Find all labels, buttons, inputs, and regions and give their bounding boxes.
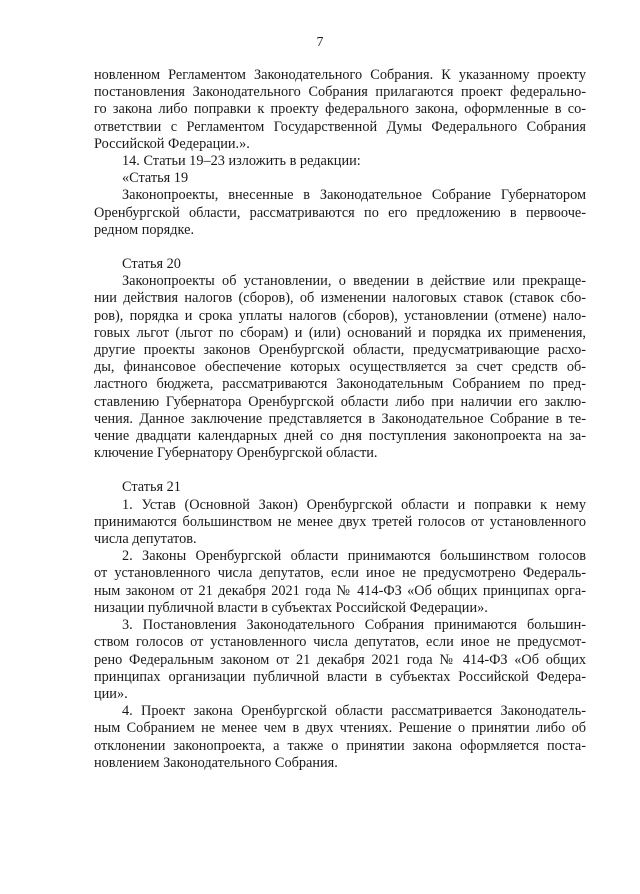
paragraph [94,479,586,496]
text-line: другие проекты законов Оренбургской области, предусматривающие расхо- [94,342,586,359]
text-line: ставлению Губернатора Оренбургской области либо при наличии его заклю- [94,393,586,410]
text-line: новленном Регламентом Законодательного Собрания. К указанному проекту [94,67,586,83]
text-line: рено Федеральным законом от 21 декабря 2021 года № 414-ФЗ «Об общих [94,651,586,668]
paragraph [94,548,586,617]
text-line: ответствии с Регламентом Государственной Думы Федерального Собрания [94,118,586,135]
paragraph [94,703,586,772]
paragraph [94,497,586,549]
paragraph [94,67,586,153]
text-line: го закона либо поправки к проекту федерального закона, оформленные в со- [94,101,586,118]
text-line: ров), порядка и срока уплаты налогов (сборов), установлении (отмене) нало- [94,307,586,324]
text-line: ключение Губернатору Оренбургской области. [94,445,378,462]
text-line: чение двадцати календарных дней со дня поступления законопроекта на за- [94,428,586,445]
paragraph-gap [94,462,586,479]
document-body [94,67,586,772]
paragraph [94,273,586,462]
text-line: Статья 20 [122,256,181,273]
text-line: Законопроекты об установлении, о введении в действие или прекраще- [122,273,586,290]
text-line: низации публичной власти в субъектах Российской Федерации». [94,599,488,616]
text-line: 3. Постановления Законодательного Собрания принимаются большин- [122,617,586,634]
text-line: 1. Устав (Основной Закон) Оренбургской области и поправки к нему [122,496,586,513]
text-line: Законопроекты, внесенные в Законодательное Собрание Губернатором [122,187,586,204]
text-line: ным законом от 21 декабря 2021 года № 414-ФЗ «Об общих принципах орга- [94,582,586,599]
text-line: 4. Проект закона Оренбургской области рассматривается Законодатель- [122,703,586,720]
text-line: говых льгот (льгот по сборам) и (или) оснований и порядка их применения, [94,324,586,341]
text-line: ством голосов от установленного числа депутатов, если иное не предусмот- [94,634,586,651]
text-line: числа депутатов. [94,531,197,548]
text-line: ции». [94,685,128,702]
text-line: Статья 21 [122,479,181,496]
text-line: новлением Законодательного Собрания. [94,754,338,771]
text-line: принимаются большинством не менее двух третей голосов от установленного [94,513,586,530]
paragraph [94,617,586,703]
text-line: принципах организации публичной власти в субъектах Российской Федера- [94,668,586,685]
text-line: чения. Данное заключение представляется в Законодательное Собрание в те- [94,410,586,427]
paragraph [94,153,586,170]
text-line: 14. Статьи 19–23 изложить в редакции: [122,153,361,170]
paragraph [94,187,586,239]
text-line: Российской Федерации.». [94,135,250,152]
text-line: отклонении законопроекта, а также о принятии закона оформляется поста- [94,737,586,754]
text-line: «Статья 19 [122,170,189,187]
text-line: ным Собранием не менее чем в двух чтениях. Решение о принятии либо об [94,720,586,737]
paragraph-gap [94,239,586,256]
page-number: 7 [316,34,324,49]
paragraph [94,170,586,187]
text-line: ды, финансовое обеспечение которых осуществляется за счет средств об- [94,359,586,376]
text-line: 2. Законы Оренбургской области принимаются большинством голосов [122,548,586,565]
text-line: Оренбургской области, рассматриваются по его предложению в первооче- [94,204,586,221]
text-line: нии действия налогов (сборов), об изменении налоговых ставок (ставок сбо- [94,290,586,307]
paragraph [94,256,586,273]
text-line: постановления Законодательного Собрания прилагаются проект федерально- [94,84,586,101]
text-line: от установленного числа депутатов, если иное не предусмотрено Федераль- [94,565,586,582]
text-line: ластного бюджета, рассматриваются Законодательным Собранием по пред- [94,376,586,393]
text-line: редном порядке. [94,221,195,238]
